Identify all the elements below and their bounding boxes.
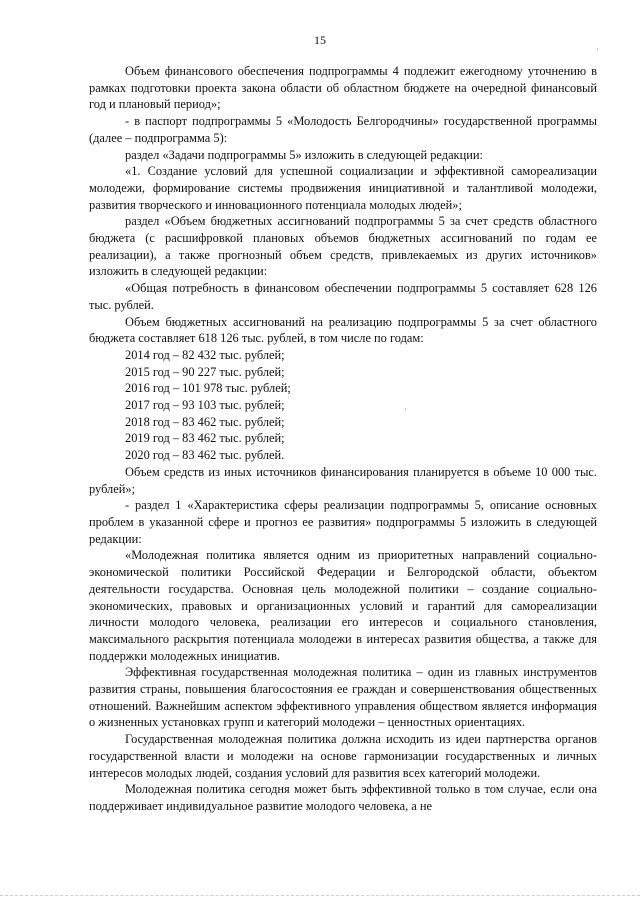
paragraph: Молодежная политика сегодня может быть эффективной только в том случае, если она поддерживает индивидуальное развитие молодого человека, а не: [89, 782, 597, 813]
budget-year-line: 2018 год – 83 462 тыс. рублей;: [125, 414, 285, 429]
paragraph: - раздел 1 «Характеристика сферы реализации подпрограммы 5, описание основных проблем в указанной сфере и прогноз ее развития» подпрограммы 5 изложить в следующей редакции:: [89, 498, 597, 546]
paragraph: - в паспорт подпрограммы 5 «Молодость Белгородчины» государственной программы (далее – подпрограмма 5):: [89, 114, 597, 145]
budget-year-line: 2019 год – 83 462 тыс. рублей;: [125, 431, 285, 446]
scan-speck: ·: [404, 404, 407, 414]
budget-year-line: 2017 год – 93 103 тыс. рублей;: [125, 398, 285, 413]
scan-bottom-edge: [0, 895, 640, 898]
document-body: [89, 63, 597, 815]
scan-speck: ·: [596, 44, 599, 54]
budget-year-line: 2014 год – 82 432 тыс. рублей;: [125, 347, 285, 362]
paragraph: «1. Создание условий для успешной социализации и эффективной самореализации молодежи, формирование системы продвижения инициативной и талантливой молодежи, развития творческого и инновационного потенциала молодых людей»;: [89, 164, 597, 212]
paragraph: Объем финансового обеспечения подпрограммы 4 подлежит ежегодному уточнению в рамках подготовки проекта закона области об областном бюджете на очередной финансовый год и плановый период»;: [89, 64, 597, 112]
paragraph: Государственная молодежная политика должна исходить из идеи партнерства органов государственной власти и молодежи на основе гармонизации государственных и личных интересов молодых людей, создания условий для развития всех категорий молодежи.: [89, 732, 597, 780]
paragraph: «Молодежная политика является одним из приоритетных направлений социально-экономической политики Российской Федерации и Белгородской области, объектом деятельности государства. Основная цель молодежной политики – создание социально-экономических, правовых и организационных условий и гарантий для самореализации личности молодого человека, реализации его интересов и социального становления, максимального раскрытия потенциала молодежи в интересах развития общества, а также для поддержки молодежных инициатив.: [89, 548, 597, 663]
paragraph: Объем средств из иных источников финансирования планируется в объеме 10 000 тыс. рублей»;: [89, 464, 597, 496]
paragraph: «Общая потребность в финансовом обеспечении подпрограммы 5 составляет 628 126 тыс. рублей.: [89, 281, 597, 312]
budget-year-line: 2020 год – 83 462 тыс. рублей.: [125, 448, 285, 463]
budget-year-line: 2015 год – 90 227 тыс. рублей;: [125, 364, 285, 379]
budget-year-line: 2016 год – 101 978 тыс. рублей;: [125, 381, 291, 396]
paragraph: Эффективная государственная молодежная политика – один из главных инструментов развития страны, повышения благосостояния ее граждан и совершенствования общественных отношений. Важнейшим аспектом эффективного управления обществом является информация о жизненных установках групп и категорий молодежи – ценностных ориентациях.: [89, 665, 597, 730]
paragraph: раздел «Задачи подпрограммы 5» изложить в следующей редакции:: [125, 147, 483, 162]
page-number: 15: [314, 33, 326, 47]
paragraph: Объем бюджетных ассигнований на реализацию подпрограммы 5 за счет областного бюджета составляет 618 126 тыс. рублей, в том числе по годам:: [89, 314, 597, 346]
paragraph: раздел «Объем бюджетных ассигнований подпрограммы 5 за счет средств областного бюджета (с расшифровкой плановых объемов бюджетных ассигнований по годам ее реализации), а также прогнозный объем средств, привлекаемых из других источников» изложить в следующей редакции:: [89, 214, 597, 279]
